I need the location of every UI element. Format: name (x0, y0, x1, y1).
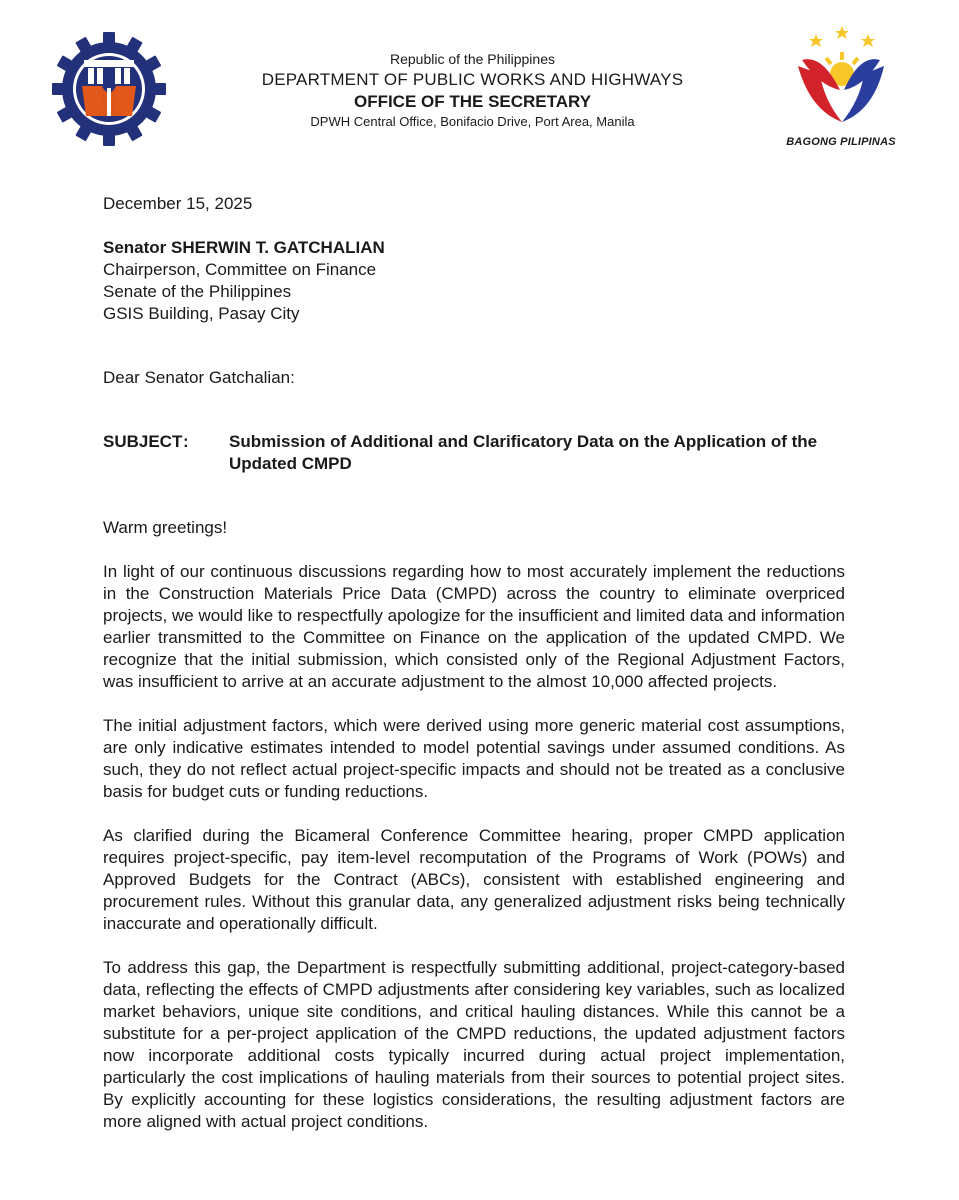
paragraph-4: To address this gap, the Department is respectfully submitting additional, project-category-based data, reflecting the effects of CMPD adjustments after considering key variables, such as localized market behaviors, unique site conditions, and critical hauling distances. While this cannot be a substitute for a per-project application of the CMPD reductions, the updated adjustment factors now incorporate additional costs typically incurred during actual project implementation, particularly the cost implications of hauling materials from their sources to potential project sites. By explicitly accounting for these logistics considerations, the resulting adjustment factors are more aligned with actual project conditions. (103, 958, 845, 1131)
subject-label: SUBJECT (103, 432, 183, 451)
paragraph-3: As clarified during the Bicameral Conference Committee hearing, proper CMPD application requires project-specific, pay item-level recomputation of the Programs of Work (POWs) and Approved Budgets for the Contract (ABCs), consistent with established engineering and procurement rules. Without this granular data, any generalized adjustment risks being technically inaccurate and operationally difficult. (103, 826, 845, 933)
addressee-title: Chairperson, Committee on Finance (103, 260, 377, 279)
subject-line (103, 431, 845, 475)
salutation: Dear Senator Gatchalian: (103, 368, 295, 387)
letter-date: December 15, 2025 (103, 194, 253, 213)
office-name: OFFICE OF THE SECRETARY (353, 92, 592, 111)
addressee-org: Senate of the Philippines (103, 282, 292, 301)
paragraph-2: The initial adjustment factors, which were derived using more generic material cost assumptions, are only indicative estimates intended to model potential savings under assumed conditions. As such, they do not reflect actual project-specific impacts and should not be treated as a conclusive basis for budget cuts or funding reductions. (103, 716, 845, 801)
subject-text: Submission of Additional and Clarificatory Data on the Application of the Updated CMPD (229, 432, 818, 473)
greeting: Warm greetings! (103, 518, 228, 537)
addressee-block (103, 237, 845, 325)
bagong-pilipinas-logo (780, 24, 902, 148)
office-address: DPWH Central Office, Bonifacio Drive, Port Area, Manila (310, 114, 635, 129)
brand-caption: BAGONG PILIPINAS (786, 136, 896, 148)
department-name: DEPARTMENT OF PUBLIC WORKS AND HIGHWAYS (261, 70, 684, 89)
republic-line: Republic of the Philippines (390, 51, 555, 67)
letterhead (200, 50, 745, 131)
addressee-address: GSIS Building, Pasay City (103, 304, 300, 323)
dpwh-seal-logo (50, 30, 168, 148)
paragraph-1: In light of our continuous discussions regarding how to most accurately implement the reductions in the Construction Materials Price Data (CMPD) across the country to eliminate overpriced projects, we would like to respectfully apologize for the insufficient and limited data and information earlier transmitted to the Committee on Finance on the application of the updated CMPD. We recognize that the initial submission, which consisted only of the Regional Adjustment Factors, was insufficient to arrive at an accurate adjustment to the almost 10,000 affected projects. (103, 562, 845, 691)
addressee-name: Senator SHERWIN T. GATCHALIAN (103, 238, 385, 257)
letter-body (103, 193, 845, 1133)
subject-colon: : (183, 432, 189, 451)
